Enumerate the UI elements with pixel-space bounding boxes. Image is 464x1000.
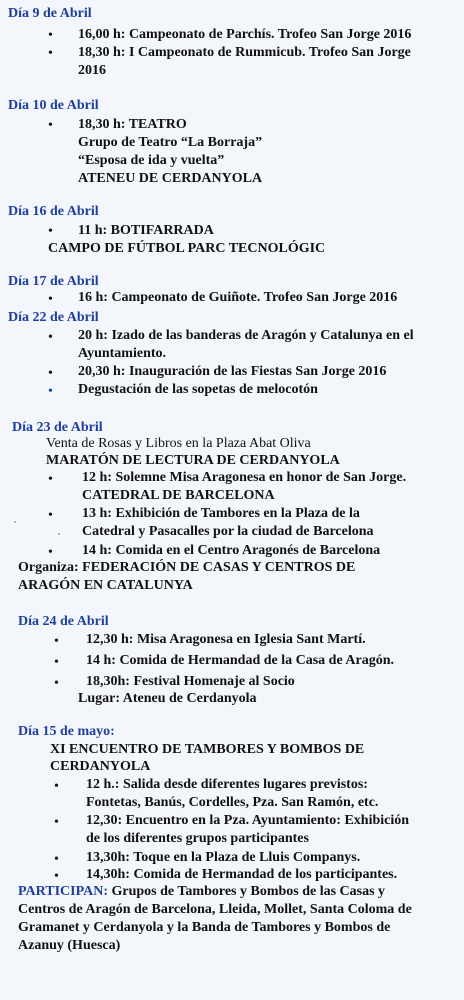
bullet: • xyxy=(48,330,53,345)
event-title: XI ENCUENTRO DE TAMBORES Y BOMBOS DE xyxy=(50,742,365,757)
bullet: • xyxy=(48,292,53,307)
event-line: 12,30 h: Misa Aragonesa en Iglesia Sant Martí. xyxy=(86,632,366,647)
bullet: • xyxy=(48,545,53,560)
participants-line: Gramanet y Cerdanyola y la Banda de Tambores y Bombos de xyxy=(18,920,391,935)
organizer-line: Organiza: FEDERACIÓN DE CASAS Y CENTROS DE xyxy=(18,560,356,575)
date-header-may15: Día 15 de mayo: xyxy=(18,724,115,739)
event-line: 12 h: Solemne Misa Aragonesa en honor de San Jorge. xyxy=(82,470,407,485)
event-line: 20,30 h: Inauguración de las Fiestas San Jorge 2016 xyxy=(78,364,387,379)
date-header-apr9: Día 9 de Abril xyxy=(8,6,92,21)
event-venue: CATEDRAL DE BARCELONA xyxy=(82,488,275,503)
event-line: Degustación de las sopetas de melocotón xyxy=(78,382,318,397)
bullet: • xyxy=(54,676,59,691)
event-line: 18,30 h: I Campeonato de Rummicub. Trofeo San Jorge xyxy=(78,45,411,60)
event-line: MARATÓN DE LECTURA DE CERDANYOLA xyxy=(46,453,340,468)
bullet: • xyxy=(54,869,59,884)
event-line: 12,30: Encuentro en la Pza. Ayuntamiento: Exhibición xyxy=(86,813,410,828)
participants-line xyxy=(18,883,385,901)
event-line: de los diferentes grupos participantes xyxy=(86,831,309,846)
bullet: • xyxy=(54,815,59,830)
bullet: • xyxy=(48,46,53,61)
participants-label: PARTICIPAN: xyxy=(18,884,108,899)
date-header-apr22: Día 22 de Abril xyxy=(8,310,99,325)
event-line: Fontetas, Banús, Cordelles, Pza. San Ramón, etc. xyxy=(86,795,379,810)
event-venue: Lugar: Ateneu de Cerdanyola xyxy=(78,691,257,706)
participants-line: Centros de Aragón de Barcelona, Lleida, Mollet, Santa Coloma de xyxy=(18,902,412,917)
event-line: “Esposa de ida y vuelta” xyxy=(78,153,225,168)
date-header-apr10: Día 10 de Abril xyxy=(8,98,99,113)
bullet: • xyxy=(54,655,59,670)
event-line: 11 h: BOTIFARRADA xyxy=(78,223,214,238)
organizer-line: ARAGÓN EN CATALUNYA xyxy=(18,578,193,593)
participants-line: Azanuy (Huesca) xyxy=(18,938,121,953)
event-line: 14 h: Comida de Hermandad de la Casa de Aragón. xyxy=(86,653,395,668)
bullet: • xyxy=(48,366,53,381)
bullet: • xyxy=(54,634,59,649)
bullet: • xyxy=(54,779,59,794)
event-line: 18,30h: Festival Homenaje al Socio xyxy=(86,674,295,689)
bullet: • xyxy=(48,224,53,239)
event-line: 18,30 h: TEATRO xyxy=(78,117,187,132)
event-venue: CAMPO DE FÚTBOL PARC TECNOLÓGIC xyxy=(48,241,326,256)
event-line: 16,00 h: Campeonato de Parchís. Trofeo San Jorge 2016 xyxy=(78,27,412,42)
event-line: Venta de Rosas y Libros en la Plaza Abat Oliva xyxy=(46,436,311,451)
bullet: • xyxy=(48,472,53,487)
date-header-apr17: Día 17 de Abril xyxy=(8,274,99,289)
date-header-apr16: Día 16 de Abril xyxy=(8,204,99,219)
event-line: 14 h: Comida en el Centro Aragonés de Barcelona xyxy=(82,543,381,558)
date-header-apr24: Día 24 de Abril xyxy=(18,614,109,629)
event-venue: ATENEU DE CERDANYOLA xyxy=(78,171,263,186)
participants-text: Grupos de Tambores y Bombos de las Casas y xyxy=(107,884,386,899)
bullet: • xyxy=(54,852,59,867)
event-line: 2016 xyxy=(78,63,106,78)
event-line: Catedral y Pasacalles por la ciudad de Barcelona xyxy=(82,524,374,539)
bullet: • xyxy=(48,118,53,133)
event-line: Grupo de Teatro “La Borraja” xyxy=(78,135,263,150)
event-title: CERDANYOLA xyxy=(50,759,151,774)
event-line: Ayuntamiento. xyxy=(78,346,167,361)
event-line: 13,30h: Toque en la Plaza de Lluis Companys. xyxy=(86,850,361,865)
event-line: 20 h: Izado de las banderas de Aragón y Catalunya en el xyxy=(78,328,414,343)
bullet: • xyxy=(48,384,53,399)
event-line: 16 h: Campeonato de Guiñote. Trofeo San Jorge 2016 xyxy=(78,290,398,305)
event-line: 12 h.: Salida desde diferentes lugares previstos: xyxy=(86,777,368,792)
event-line: 13 h: Exhibición de Tambores en la Plaza de la xyxy=(82,506,360,521)
date-header-apr23: Día 23 de Abril xyxy=(12,420,103,435)
event-line: 14,30h: Comida de Hermandad de los participantes. xyxy=(86,867,398,882)
bullet: • xyxy=(48,508,53,523)
bullet: • xyxy=(48,28,53,43)
